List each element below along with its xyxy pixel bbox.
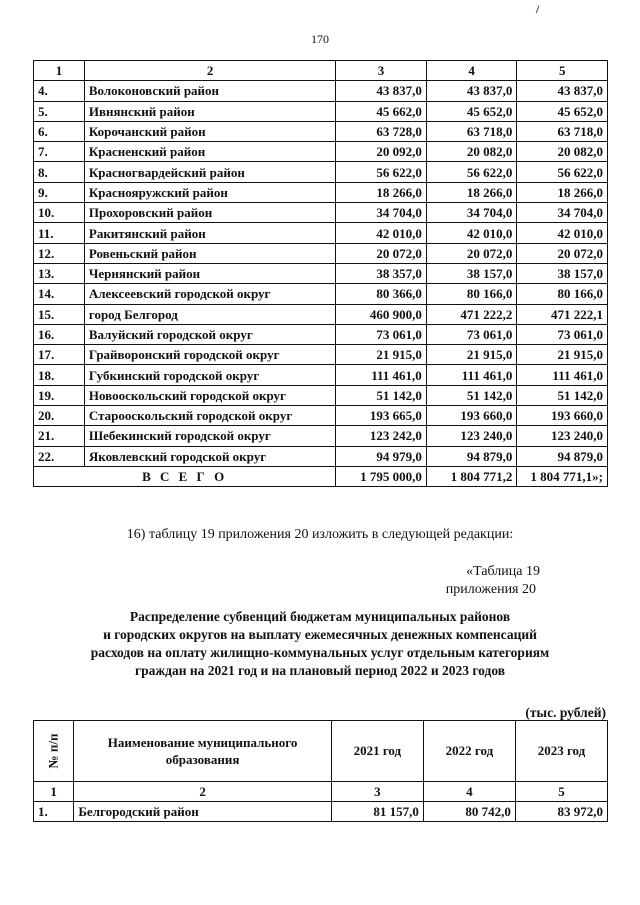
value-2021: 45 662,0 (336, 101, 427, 121)
table-row (34, 263, 608, 283)
header-num (34, 721, 74, 782)
row-number: 20. (34, 406, 85, 426)
value-2021: 34 704,0 (336, 203, 427, 223)
scan-mark (536, 5, 543, 14)
value-2023: 73 061,0 (517, 324, 608, 344)
district-name: Грайворонский городской округ (84, 345, 335, 365)
table-row (34, 345, 608, 365)
value-2022: 38 157,0 (426, 263, 517, 283)
value-2023: 42 010,0 (517, 223, 608, 243)
total-2023: 1 804 771,1»; (517, 466, 608, 486)
value-2021: 43 837,0 (336, 81, 427, 101)
value-2023: 83 972,0 (515, 802, 607, 822)
value-2022: 42 010,0 (426, 223, 517, 243)
district-name: Красногвардейский район (84, 162, 335, 182)
value-2022: 111 461,0 (426, 365, 517, 385)
title-line: граждан на 2021 год и на плановый период 2022 и 2023 годов (134, 663, 506, 678)
value-2023: 51 142,0 (517, 385, 608, 405)
value-2023: 471 222,1 (517, 304, 608, 324)
table-row (34, 182, 608, 202)
total-2021: 1 795 000,0 (336, 466, 427, 486)
value-2022: 34 704,0 (426, 203, 517, 223)
amendment-paragraph: 16) таблицу 19 приложения 20 изложить в следующей редакции: (126, 527, 514, 542)
value-2022: 18 266,0 (426, 182, 517, 202)
value-2022: 193 660,0 (426, 406, 517, 426)
district-name: Волоконовский район (84, 81, 335, 101)
row-number: 10. (34, 203, 85, 223)
value-2023: 193 660,0 (517, 406, 608, 426)
district-name: Алексеевский городской округ (84, 284, 335, 304)
table-row (34, 426, 608, 446)
table-row (34, 81, 608, 101)
total-label: В С Е Г О (34, 466, 336, 486)
column-number: 5 (517, 61, 608, 81)
district-name: город Белгород (84, 304, 335, 324)
table-row (34, 162, 608, 182)
value-2021: 51 142,0 (336, 385, 427, 405)
row-number: 14. (34, 284, 85, 304)
value-2023: 111 461,0 (517, 365, 608, 385)
table-row (34, 101, 608, 121)
header-2022: 2022 год (423, 721, 515, 782)
table-row (34, 385, 608, 405)
units-label: (тыс. рублей) (525, 705, 606, 720)
row-number: 15. (34, 304, 85, 324)
value-2022: 73 061,0 (426, 324, 517, 344)
value-2022: 80 742,0 (423, 802, 515, 822)
value-2022: 20 072,0 (426, 243, 517, 263)
value-2021: 56 622,0 (336, 162, 427, 182)
district-name: Ровеньский район (84, 243, 335, 263)
value-2023: 34 704,0 (517, 203, 608, 223)
title-line: и городских округов на выплату ежемесячных денежных компенсаций (103, 627, 537, 642)
table-row (34, 802, 608, 822)
row-number: 17. (34, 345, 85, 365)
district-name: Чернянский район (84, 263, 335, 283)
table-body (34, 81, 608, 467)
column-number: 3 (336, 61, 427, 81)
table-row (34, 304, 608, 324)
total-row (34, 466, 608, 486)
district-name: Валуйский городской округ (84, 324, 335, 344)
row-number: 21. (34, 426, 85, 446)
column-number: 4 (426, 61, 517, 81)
value-2021: 460 900,0 (336, 304, 427, 324)
column-number: 1 (34, 61, 85, 81)
value-2023: 20 082,0 (517, 142, 608, 162)
row-number: 6. (34, 121, 85, 141)
value-2022: 21 915,0 (426, 345, 517, 365)
value-2023: 21 915,0 (517, 345, 608, 365)
district-name: Белгородский район (74, 802, 332, 822)
row-number: 16. (34, 324, 85, 344)
table-row (34, 284, 608, 304)
column-number: 4 (423, 782, 515, 802)
table-row (34, 406, 608, 426)
value-2021: 42 010,0 (336, 223, 427, 243)
table-row (34, 223, 608, 243)
value-2021: 21 915,0 (336, 345, 427, 365)
value-2021: 18 266,0 (336, 182, 427, 202)
row-number: 5. (34, 101, 85, 121)
value-2021: 20 092,0 (336, 142, 427, 162)
value-2022: 56 622,0 (426, 162, 517, 182)
column-number: 1 (34, 782, 74, 802)
value-2022: 94 879,0 (426, 446, 517, 466)
header-2023: 2023 год (515, 721, 607, 782)
table-row (34, 243, 608, 263)
header-row (34, 721, 608, 782)
district-name: Корочанский район (84, 121, 335, 141)
district-name: Шебекинский городской округ (84, 426, 335, 446)
column-number-row (34, 782, 608, 802)
title-line: Распределение субвенций бюджетам муниципальных районов (129, 609, 511, 624)
column-number: 2 (74, 782, 332, 802)
row-number: 13. (34, 263, 85, 283)
table-row (34, 203, 608, 223)
value-2022: 45 652,0 (426, 101, 517, 121)
value-2021: 111 461,0 (336, 365, 427, 385)
subsidy-table-19 (33, 720, 608, 822)
value-2022: 63 718,0 (426, 121, 517, 141)
value-2021: 94 979,0 (336, 446, 427, 466)
table-row (34, 365, 608, 385)
value-2023: 43 837,0 (517, 81, 608, 101)
value-2022: 43 837,0 (426, 81, 517, 101)
value-2022: 80 166,0 (426, 284, 517, 304)
table-row (34, 324, 608, 344)
total-2022: 1 804 771,2 (426, 466, 517, 486)
value-2022: 471 222,2 (426, 304, 517, 324)
row-number: 4. (34, 81, 85, 101)
value-2021: 63 728,0 (336, 121, 427, 141)
page-number: 170 (311, 32, 329, 46)
value-2023: 80 166,0 (517, 284, 608, 304)
value-2021: 38 357,0 (336, 263, 427, 283)
subsidy-table-continued (33, 60, 608, 487)
district-name: Губкинский городской округ (84, 365, 335, 385)
value-2021: 193 665,0 (336, 406, 427, 426)
row-number: 12. (34, 243, 85, 263)
value-2023: 56 622,0 (517, 162, 608, 182)
value-2023: 38 157,0 (517, 263, 608, 283)
value-2021: 73 061,0 (336, 324, 427, 344)
district-name: Краснояружский район (84, 182, 335, 202)
row-number: 19. (34, 385, 85, 405)
district-name: Прохоровский район (84, 203, 335, 223)
table-caption-line1: «Таблица 19 (466, 564, 540, 579)
table-title (70, 608, 570, 680)
column-number-row (34, 61, 608, 81)
row-number: 9. (34, 182, 85, 202)
row-number: 7. (34, 142, 85, 162)
district-name: Новооскольский городской округ (84, 385, 335, 405)
row-number: 18. (34, 365, 85, 385)
table-caption-line2: приложения 20 (445, 582, 536, 597)
district-name: Красненский район (84, 142, 335, 162)
column-number: 3 (331, 782, 423, 802)
row-number: 11. (34, 223, 85, 243)
column-number: 5 (515, 782, 607, 802)
value-2023: 63 718,0 (517, 121, 608, 141)
value-2021: 81 157,0 (331, 802, 423, 822)
value-2023: 45 652,0 (517, 101, 608, 121)
district-name: Ракитянский район (84, 223, 335, 243)
row-number: 1. (34, 802, 74, 822)
value-2023: 123 240,0 (517, 426, 608, 446)
header-2021: 2021 год (331, 721, 423, 782)
row-number: 8. (34, 162, 85, 182)
header-num-text: № п/п (45, 733, 61, 769)
value-2021: 20 072,0 (336, 243, 427, 263)
value-2023: 20 072,0 (517, 243, 608, 263)
table-row (34, 446, 608, 466)
district-name: Яковлевский городской округ (84, 446, 335, 466)
value-2022: 51 142,0 (426, 385, 517, 405)
value-2021: 80 366,0 (336, 284, 427, 304)
header-name: Наименование муниципального образования (74, 721, 332, 782)
table-row (34, 142, 608, 162)
value-2023: 94 879,0 (517, 446, 608, 466)
table-body (34, 802, 608, 822)
value-2021: 123 242,0 (336, 426, 427, 446)
value-2022: 123 240,0 (426, 426, 517, 446)
district-name: Ивнянский район (84, 101, 335, 121)
table-row (34, 121, 608, 141)
title-line: расходов на оплату жилищно-коммунальных услуг отдельным категориям (90, 645, 550, 660)
column-number: 2 (84, 61, 335, 81)
value-2023: 18 266,0 (517, 182, 608, 202)
value-2022: 20 082,0 (426, 142, 517, 162)
row-number: 22. (34, 446, 85, 466)
district-name: Старооскольский городской округ (84, 406, 335, 426)
